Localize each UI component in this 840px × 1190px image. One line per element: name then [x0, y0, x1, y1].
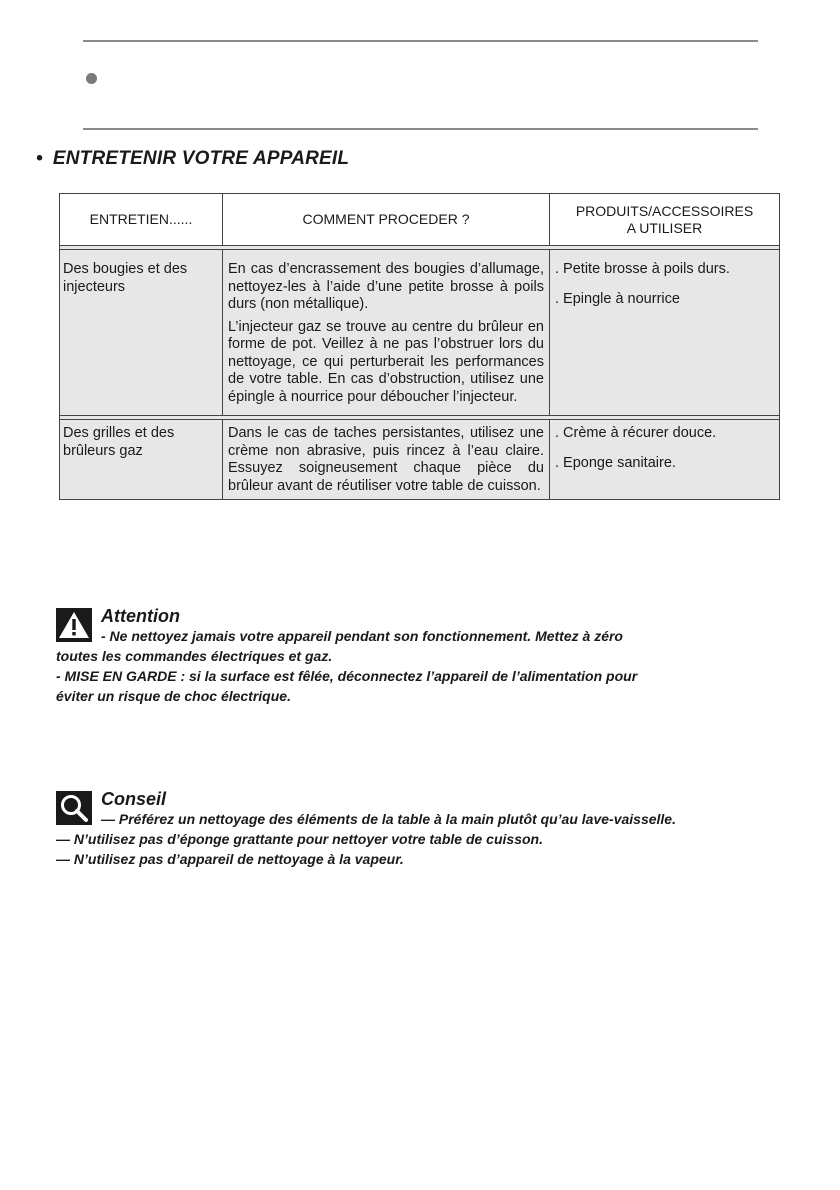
header-entretien: ENTRETIEN......	[60, 194, 223, 246]
row2-product-1: . Crème à récurer douce.	[555, 425, 717, 441]
header-produits-line1: PRODUITS/ACCESSOIRES	[575, 202, 754, 219]
conseil-note	[56, 789, 786, 869]
row1-products	[550, 250, 780, 416]
row1-how-p1: En cas d’encrassement des bougies d’allumage, nettoyez-les à l’aide d’une petite brosse à poils durs (non métallique).	[228, 261, 544, 312]
bullet-dot-icon	[86, 73, 97, 84]
attention-line4: éviter un risque de choc électrique.	[56, 688, 291, 704]
row2-product-2: . Eponge sanitaire.	[555, 454, 676, 471]
second-rule	[83, 128, 758, 130]
table-row	[60, 420, 780, 500]
top-rule	[83, 40, 758, 42]
table-header-row	[60, 194, 780, 246]
conseil-line2: — N’utilisez pas d’éponge grattante pour nettoyer votre table de cuisson.	[56, 831, 543, 847]
conseil-line3: — N’utilisez pas d’appareil de nettoyage à la vapeur.	[56, 851, 404, 867]
row1-how-p2: L’injecteur gaz se trouve au centre du brûleur en forme de pot. Veillez à ne pas l’obstruer lors du nettoyage, ce qui perturberait les performances de votre table. En cas d’obstruction, utilisez une épingle à nourrice pour déboucher l’injecteur.	[228, 318, 544, 405]
row2-how-p1: Dans le cas de taches persistantes, utilisez une crème non abrasive, puis rincez à l’eau claire. Essuyez soigneusement chaque pièce du brûleur avant de réutiliser votre table de cuisson.	[228, 425, 544, 494]
row1-item-line1: Des bougies et des	[63, 261, 188, 277]
attention-title: Attention	[101, 606, 180, 626]
row2-item-line1: Des grilles et des	[63, 425, 175, 441]
section-bullet: •	[36, 148, 43, 169]
row2-products	[550, 420, 780, 500]
maintenance-table	[59, 193, 780, 500]
attention-line3: - MISE EN GARDE : si la surface est fêlée, déconnectez l’appareil de l’alimentation pour	[56, 668, 638, 684]
row2-item	[60, 420, 223, 500]
conseil-line1: — Préférez un nettoyage des éléments de la table à la main plutôt qu’au lave-vaisselle.	[101, 811, 676, 827]
table-row	[60, 250, 780, 416]
attention-note	[56, 606, 786, 706]
row2-item-line2: brûleurs gaz	[63, 442, 143, 459]
header-produits	[550, 194, 780, 246]
row2-how	[223, 420, 550, 500]
section-title-text: ENTRETENIR VOTRE APPAREIL	[52, 148, 350, 169]
row1-product-2: . Epingle à nourrice	[555, 290, 680, 307]
conseil-title: Conseil	[101, 789, 167, 809]
header-produits-line2: A UTILISER	[626, 219, 703, 236]
section-title	[36, 148, 349, 170]
row1-item	[60, 250, 223, 416]
header-comment-proceder: COMMENT PROCEDER ?	[223, 194, 550, 246]
row1-how	[223, 250, 550, 416]
row1-product-1: . Petite brosse à poils durs.	[555, 261, 730, 277]
attention-line1: - Ne nettoyez jamais votre appareil pendant son fonctionnement. Mettez à zéro	[101, 628, 623, 644]
attention-line2: toutes les commandes électriques et gaz.	[56, 648, 333, 664]
row1-item-line2: injecteurs	[63, 278, 126, 295]
